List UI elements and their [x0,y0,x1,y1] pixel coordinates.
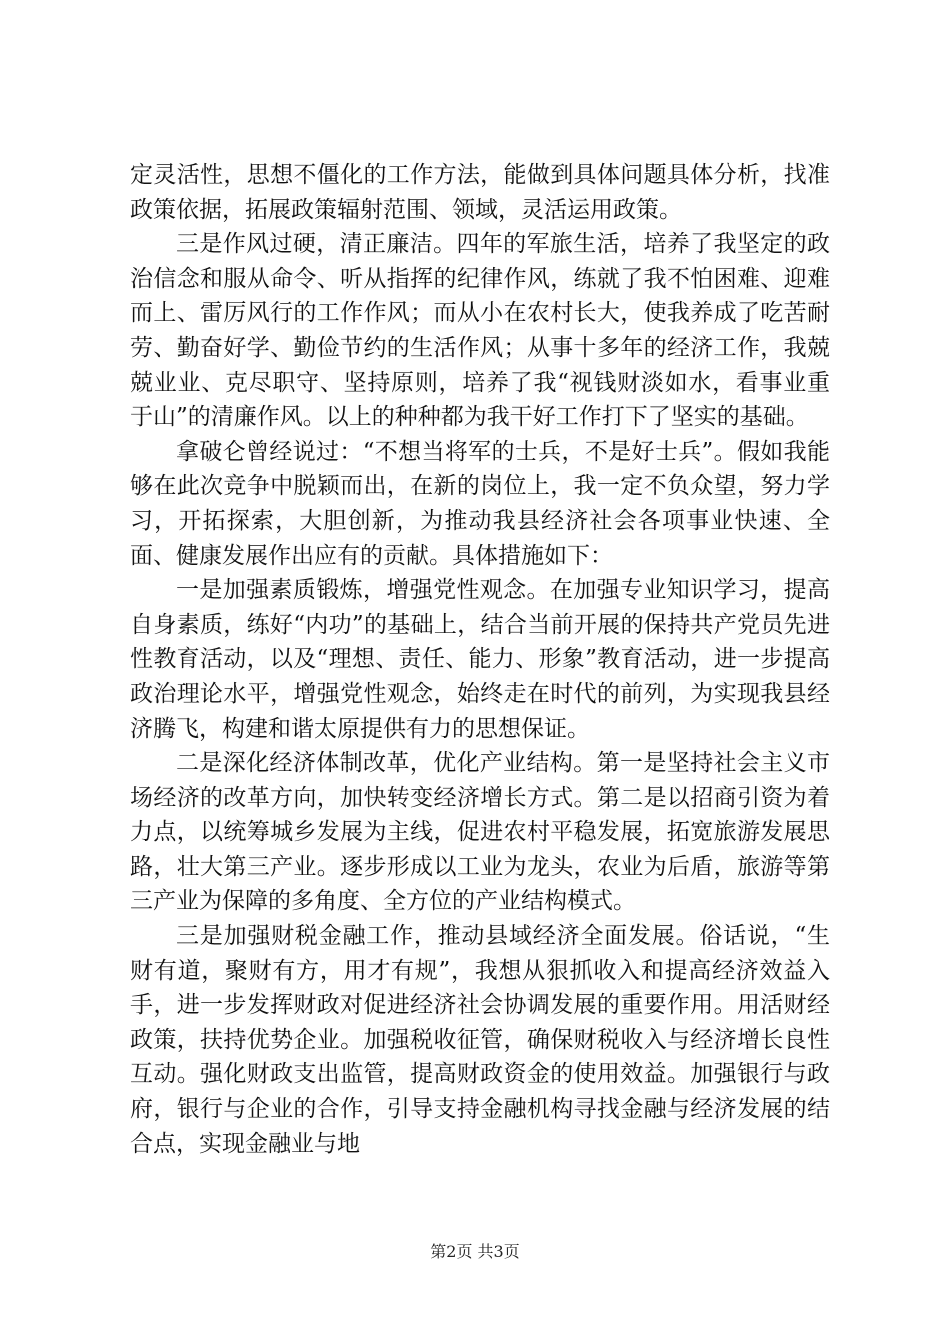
page-number-footer: 第2页 共3页 [430,1242,520,1261]
document-body [130,158,830,1161]
paragraph-4: 一是加强素质锻炼，增强党性观念。在加强专业知识学习，提高自身素质，练好“内功”的基础上，结合当前开展的保持共产党员先进性教育活动，以及“理想、责任、能力、形象”教育活动，进一步提高政治理论水平，增强党性观念，始终走在时代的前列，为实现我县经济腾飞，构建和谐太原提供有力的思想保证。 [130,577,830,742]
paragraph-2: 三是作风过硬，清正廉洁。四年的军旅生活，培养了我坚定的政治信念和服从命令、听从指挥的纪律作风，练就了我不怕困难、迎难而上、雷厉风行的工作作风；而从小在农村长大，使我养成了吃苦耐劳、勤奋好学、勤俭节约的生活作风；从事十多年的经济工作，我兢兢业业、克尽职守、坚持原则，培养了我“视钱财淡如水，看事业重于山”的清廉作风。以上的种种都为我干好工作打下了坚实的基础。 [130,231,830,431]
paragraph-5: 二是深化经济体制改革，优化产业结构。第一是坚持社会主义市场经济的改革方向，加快转变经济增长方式。第二是以招商引资为着力点，以统筹城乡发展为主线，促进农村平稳发展，拓宽旅游发展思路，壮大第三产业。逐步形成以工业为龙头，农业为后盾，旅游等第三产业为保障的多角度、全方位的产业结构模式。 [130,750,830,915]
paragraph-1: 定灵活性，思想不僵化的工作方法，能做到具体问题具体分析，找准政策依据，拓展政策辐射范围、领域，灵活运用政策。 [130,162,830,223]
paragraph-3: 拿破仑曾经说过：“不想当将军的士兵，不是好士兵”。假如我能够在此次竞争中脱颖而出，在新的岗位上，我一定不负众望，努力学习，开拓探索，大胆创新，为推动我县经济社会各项事业快速、全面、健康发展作出应有的贡献。具体措施如下： [130,438,830,569]
paragraph-6: 三是加强财税金融工作，推动县域经济全面发展。俗话说，“生财有道，聚财有方，用才有规”，我想从狠抓收入和提高经济效益入手，进一步发挥财政对促进经济社会协调发展的重要作用。用活财经政策，扶持优势企业。加强税收征管，确保财税收入与经济增长良性互动。强化财政支出监管，提高财政资金的使用效益。加强银行与政府，银行与企业的合作，引导支持金融机构寻找金融与经济发展的结合点，实现金融业与地 [130,923,830,1157]
